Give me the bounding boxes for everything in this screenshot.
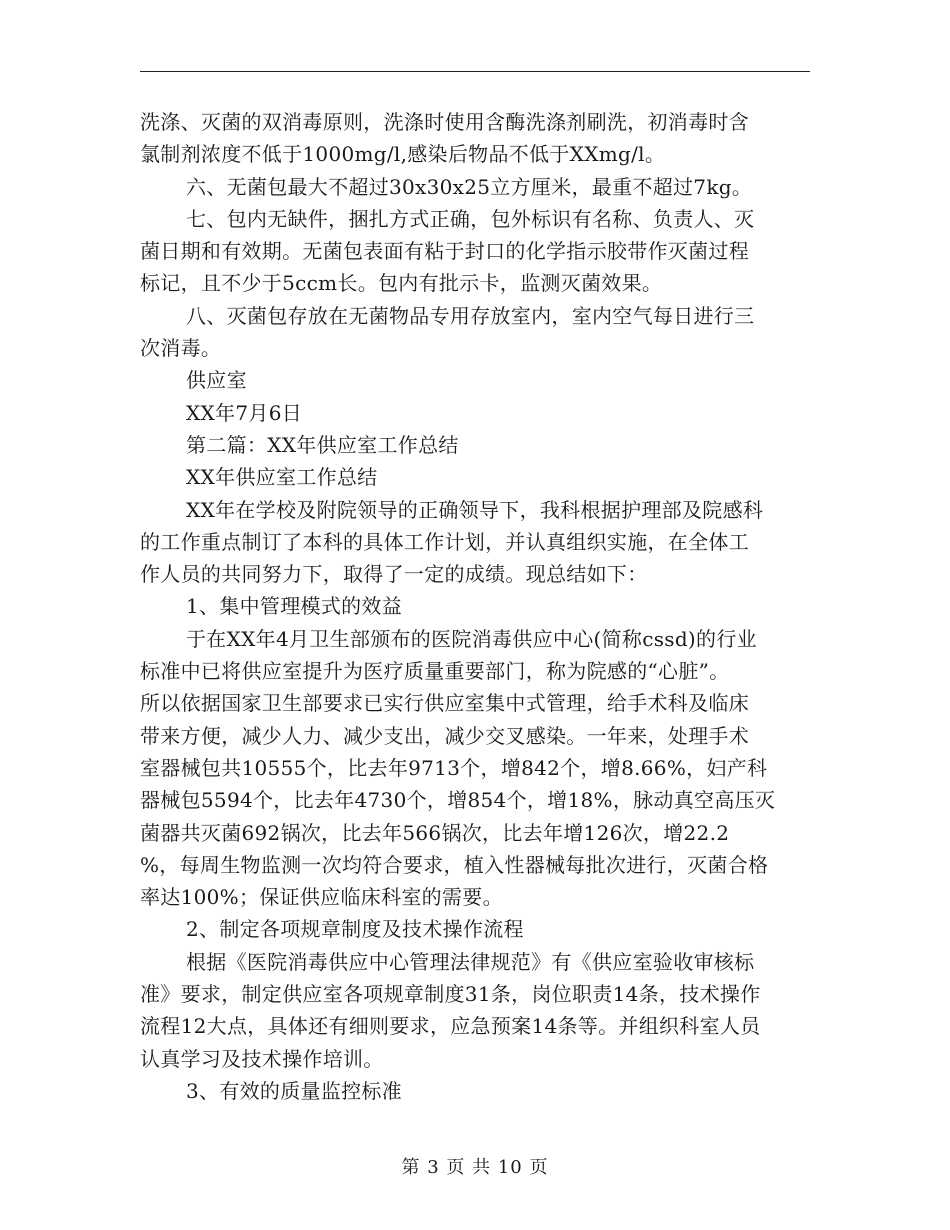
text-line: 标准中已将供应室提升为医疗质量重要部门，称为院感的“心脏”。 (140, 659, 730, 684)
text-line: 所以依据国家卫生部要求已实行供应室集中式管理，给手术科及临床 (140, 691, 749, 716)
text-line: 室器械包共10555个，比去年9713个，增842个，增8.66%，妇产科 (140, 755, 768, 780)
text-line: %，每周生物监测一次均符合要求，植入性器械每批次进行，灭菌合格 (140, 852, 769, 877)
text-line: 八、灭菌包存放在无菌物品专用存放室内，室内空气每日进行三 (186, 303, 755, 328)
subsection-heading: 2、制定各项规章制度及技术操作流程 (186, 917, 524, 942)
text-line: 标记，且不少于5ccm长。包内有批示卡，监测灭菌效果。 (140, 271, 663, 296)
signature-date: XX年7月6日 (186, 400, 303, 425)
header-rule (140, 71, 810, 72)
text-line: 器械包5594个，比去年4730个，增854个，增18%，脉动真空高压灭 (140, 788, 776, 813)
text-line: 七、包内无缺件，捆扎方式正确，包外标识有名称、负责人、灭 (186, 206, 755, 231)
signature-department: 供应室 (186, 368, 247, 393)
subsection-heading: 3、有效的质量监控标准 (186, 1078, 403, 1103)
section-heading: 第二篇：XX年供应室工作总结 (186, 432, 459, 457)
page-number-footer: 第 3 页 共 10 页 (401, 1157, 549, 1178)
text-line: 准》要求，制定供应室各项规章制度31条，岗位职责14条，技术操作 (140, 982, 761, 1007)
text-line: 率达100%；保证供应临床科室的需要。 (140, 885, 503, 910)
text-line: 的工作重点制订了本科的具体工作计划，并认真组织实施，在全体工 (140, 529, 749, 554)
text-line: 六、无菌包最大不超过30x30x25立方厘米，最重不超过7kg。 (186, 174, 753, 199)
subsection-heading: 1、集中管理模式的效益 (186, 594, 403, 619)
text-line: 洗涤、灭菌的双消毒原则，洗涤时使用含酶洗涤剂刷洗，初消毒时含 (140, 110, 749, 134)
text-line: 带来方便，减少人力、减少支出，减少交叉感染。一年来，处理手术 (140, 723, 749, 748)
text-line: 次消毒。 (140, 336, 222, 361)
text-line: 认真学习及技术操作培训。 (140, 1046, 384, 1071)
text-line: 氯制剂浓度不低于1000mg/l,感染后物品不低于XXmg/l。 (140, 142, 666, 167)
text-line: 于在XX年4月卫生部颁布的医院消毒供应中心(简称cssd)的行业 (186, 626, 757, 651)
text-line: XX年在学校及附院领导的正确领导下，我科根据护理部及院感科 (186, 497, 764, 522)
text-line: 作人员的共同努力下，取得了一定的成绩。现总结如下： (140, 562, 648, 587)
text-line: 菌日期和有效期。无菌包表面有粘于封口的化学指示胶带作灭菌过程 (140, 239, 749, 264)
section-title: XX年供应室工作总结 (186, 465, 378, 490)
text-line: 流程12大点，具体还有细则要求，应急预案14条等。并组织科室人员 (140, 1014, 761, 1039)
text-line: 根据《医院消毒供应中心管理法律规范》有《供应室验收审核标 (186, 949, 755, 974)
document-body (140, 106, 810, 1107)
text-line: 菌器共灭菌692锅次，比去年566锅次，比去年增126次，增22.2 (140, 820, 730, 845)
